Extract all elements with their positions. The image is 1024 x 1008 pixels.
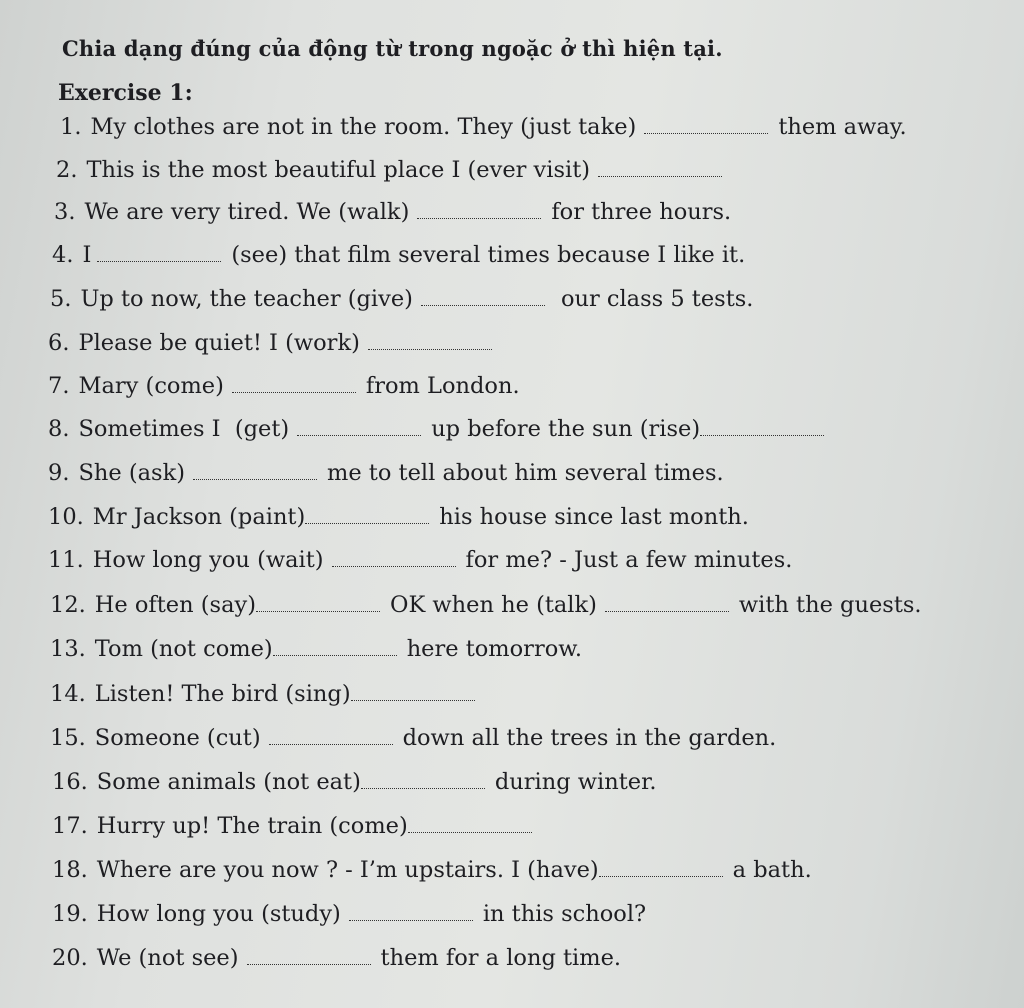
item-number: 8.: [48, 416, 70, 442]
exercise-item-5: [50, 286, 753, 322]
item-text-before: She (ask): [78, 460, 185, 486]
answer-blank[interactable]: [232, 391, 356, 393]
exercise-item-15: [50, 725, 776, 761]
item-text-after: them for a long time.: [380, 945, 622, 971]
answer-blank[interactable]: [97, 260, 221, 262]
exercise-item-2: [56, 157, 722, 193]
item-number: 3.: [54, 199, 76, 225]
item-number: 17.: [52, 813, 88, 839]
item-text-after: here tomorrow.: [406, 636, 582, 662]
exercise-item-1: [60, 114, 907, 150]
exercise-item-16: [52, 769, 657, 805]
exercise-item-13: [50, 636, 582, 672]
answer-blank[interactable]: [193, 478, 317, 480]
answer-blank[interactable]: [605, 610, 729, 612]
exercise-item-9: [48, 460, 724, 496]
exercise-item-8: [48, 416, 824, 452]
item-text-before: We are very tired. We (walk): [84, 199, 410, 225]
item-text-after: a bath.: [732, 857, 812, 883]
exercise-item-14: [50, 681, 475, 717]
item-number: 7.: [48, 373, 70, 399]
item-number: 4.: [52, 242, 74, 268]
item-number: 9.: [48, 460, 70, 486]
item-text-before: This is the most beautiful place I (ever visit): [86, 157, 591, 183]
item-text-after: during winter.: [494, 769, 657, 795]
item-number: 5.: [50, 286, 72, 312]
item-number: 18.: [52, 857, 88, 883]
item-text-before: How long you (wait): [92, 547, 324, 573]
item-text-after: (see) that film several times because I like it.: [231, 242, 746, 268]
item-number: 10.: [48, 504, 84, 530]
item-text-after: for three hours.: [551, 199, 732, 225]
answer-blank[interactable]: [305, 522, 429, 524]
answer-blank[interactable]: [297, 434, 421, 436]
item-text-before: Up to now, the teacher (give): [80, 286, 413, 312]
answer-blank[interactable]: [644, 132, 768, 134]
exercise-item-18: [52, 857, 812, 893]
exercise-item-10: [48, 504, 749, 540]
item-text-before: He often (say): [94, 592, 256, 618]
item-text-after: his house since last month.: [439, 504, 749, 530]
item-number: 6.: [48, 330, 70, 356]
answer-blank[interactable]: [417, 217, 541, 219]
item-text-before: My clothes are not in the room. They (just take): [90, 114, 637, 140]
item-text-before: Tom (not come): [94, 636, 273, 662]
item-number: 12.: [50, 592, 86, 618]
item-text-before: Please be quiet! I (work): [78, 330, 360, 356]
item-number: 14.: [50, 681, 86, 707]
instruction-heading: Chia dạng đúng của động từ trong ngoặc ở thì hiện tại.: [62, 36, 723, 61]
answer-blank[interactable]: [269, 743, 393, 745]
item-text-before: Mary (come): [78, 373, 224, 399]
item-text-after: down all the trees in the garden.: [402, 725, 777, 751]
item-number: 19.: [52, 901, 88, 927]
item-number: 11.: [48, 547, 84, 573]
answer-blank[interactable]: [351, 699, 475, 701]
exercise-item-4: [52, 242, 745, 278]
exercise-item-3: [54, 199, 731, 235]
answer-blank[interactable]: [368, 348, 492, 350]
answer-blank[interactable]: [361, 787, 485, 789]
item-text-after: in this school?: [482, 901, 647, 927]
item-text-after: me to tell about him several times.: [327, 460, 724, 486]
item-text-after: from London.: [365, 373, 520, 399]
answer-blank[interactable]: [256, 610, 380, 612]
answer-blank[interactable]: [421, 304, 545, 306]
answer-blank[interactable]: [408, 831, 532, 833]
answer-blank[interactable]: [598, 175, 722, 177]
answer-blank[interactable]: [247, 963, 371, 965]
exercise-item-11: [48, 547, 792, 583]
item-text-before: Some animals (not eat): [96, 769, 361, 795]
exercise-item-17: [52, 813, 532, 849]
item-text-before: How long you (study): [96, 901, 341, 927]
item-text-before: We (not see): [96, 945, 239, 971]
item-text-before: Mr Jackson (paint): [92, 504, 306, 530]
item-number: 20.: [52, 945, 88, 971]
item-number: 15.: [50, 725, 86, 751]
exercise-item-20: [52, 945, 621, 981]
answer-blank[interactable]: [599, 875, 723, 877]
item-number: 2.: [56, 157, 78, 183]
exercise-title: Exercise 1:: [58, 80, 193, 106]
item-number: 16.: [52, 769, 88, 795]
item-text-before: Someone (cut): [94, 725, 261, 751]
item-text-before: Hurry up! The train (come): [96, 813, 408, 839]
exercise-item-7: [48, 373, 520, 409]
exercise-item-19: [52, 901, 646, 937]
item-text-after: them away.: [778, 114, 907, 140]
exercise-item-6: [48, 330, 492, 366]
item-text-after-2: with the guests.: [738, 592, 922, 618]
item-text-before: Where are you now ? - I’m upstairs. I (have): [96, 857, 599, 883]
answer-blank[interactable]: [349, 919, 473, 921]
item-text-before: Listen! The bird (sing): [94, 681, 351, 707]
exercise-item-12: [50, 592, 922, 628]
answer-blank[interactable]: [332, 565, 456, 567]
item-text-after: OK when he (talk): [390, 592, 597, 618]
item-text-after: for me? - Just a few minutes.: [465, 547, 793, 573]
item-text-before: Sometimes I (get): [78, 416, 290, 442]
answer-blank[interactable]: [700, 434, 824, 436]
item-text-after: up before the sun (rise): [431, 416, 701, 442]
item-text-before: I: [82, 242, 92, 268]
item-number: 13.: [50, 636, 86, 662]
item-text-after: our class 5 tests.: [560, 286, 754, 312]
item-number: 1.: [60, 114, 82, 140]
answer-blank[interactable]: [273, 654, 397, 656]
